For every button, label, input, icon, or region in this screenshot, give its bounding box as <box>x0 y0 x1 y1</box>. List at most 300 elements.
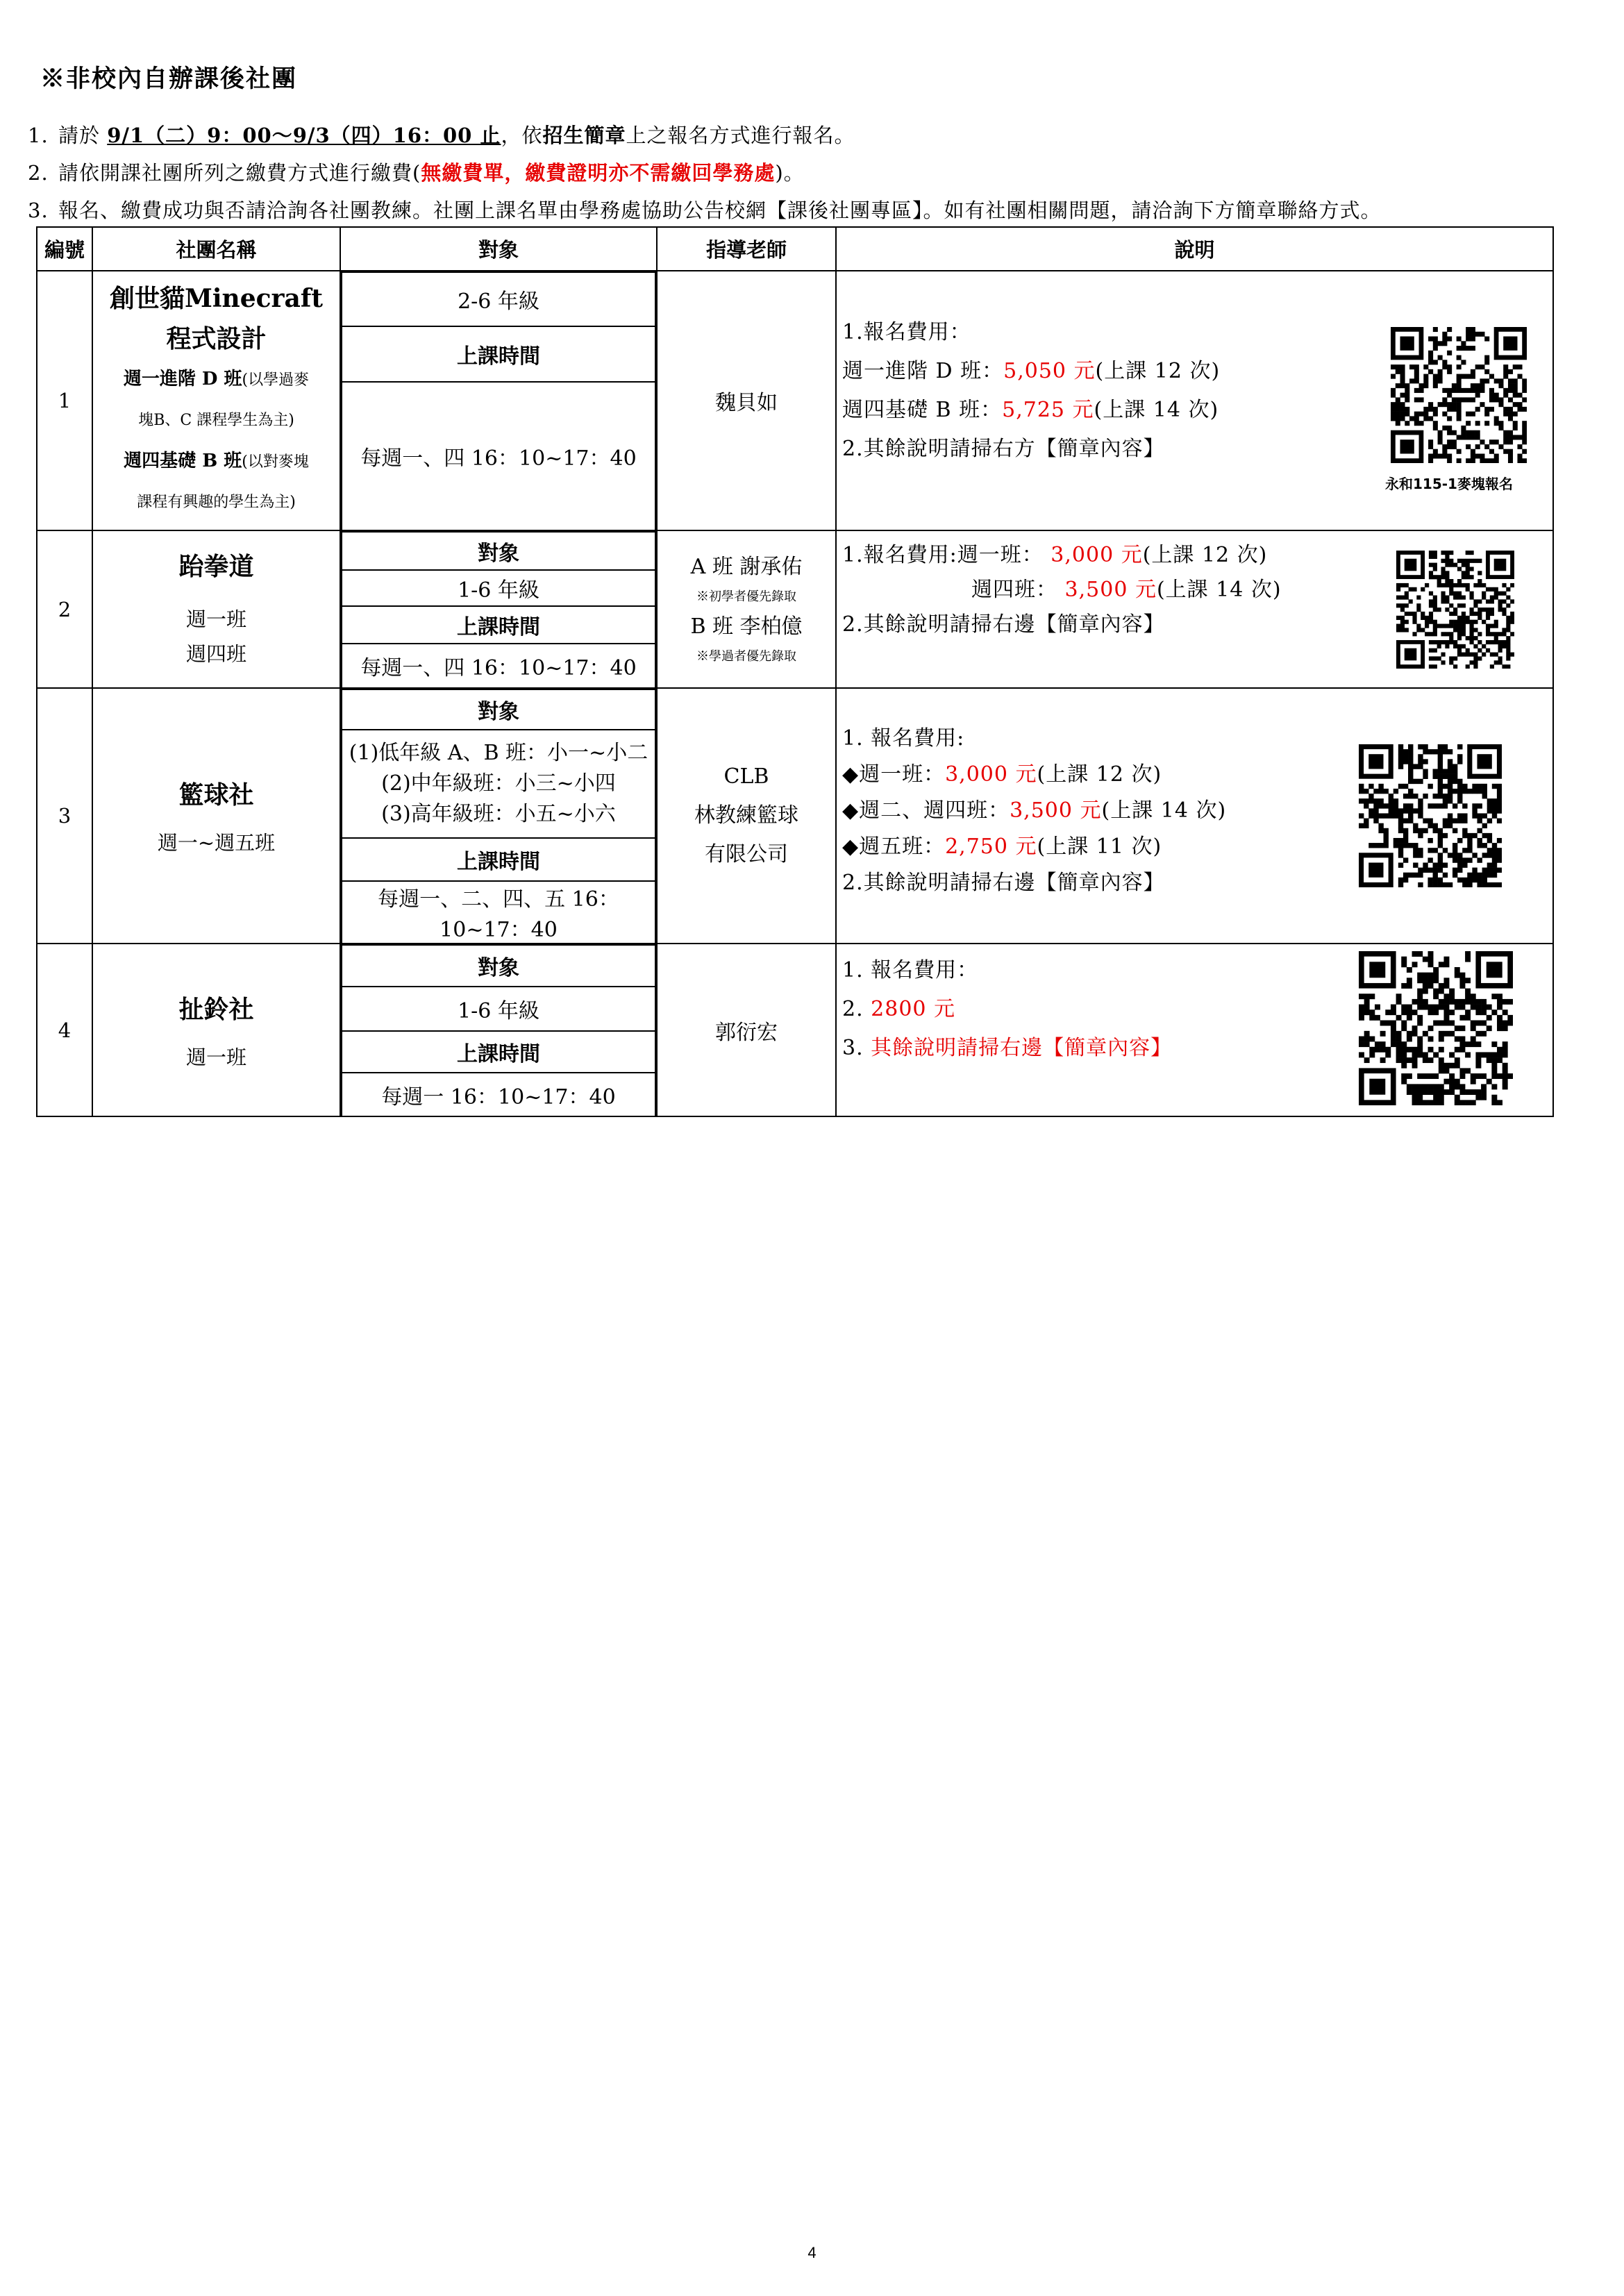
qr-module <box>1490 632 1494 636</box>
qr-module <box>1405 620 1409 624</box>
qr-module <box>1498 402 1503 407</box>
table-row <box>37 271 1553 530</box>
qr-module <box>1433 407 1438 412</box>
qr-module <box>1439 1005 1444 1010</box>
qr-module <box>1497 837 1502 842</box>
qr-module <box>1466 648 1470 653</box>
class-a-label: 週一班 <box>185 607 246 631</box>
qr-module <box>1438 882 1443 887</box>
qr-module <box>1492 853 1497 857</box>
qr-module <box>1471 412 1475 417</box>
description-text: 週一進階 D 班： <box>842 359 1004 383</box>
qr-module <box>1423 1073 1428 1079</box>
qr-module <box>1462 628 1466 632</box>
qr-module <box>1445 640 1449 644</box>
qr-module <box>1466 571 1470 575</box>
qr-module <box>1380 1021 1386 1026</box>
qr-module <box>1398 843 1403 848</box>
qr-module <box>1396 595 1400 599</box>
qr-module <box>1465 1068 1471 1073</box>
qr-module <box>1421 628 1425 632</box>
qr-module <box>1433 1084 1439 1089</box>
qr-module <box>1428 1084 1434 1089</box>
qr-module <box>1419 383 1424 388</box>
qr-module <box>1455 973 1460 978</box>
qr-module <box>1429 551 1433 555</box>
qr-module <box>1447 393 1452 398</box>
qr-module <box>1398 877 1403 882</box>
qr-module <box>1359 1009 1364 1015</box>
qr-module <box>1428 957 1434 962</box>
qr-module <box>1445 644 1449 648</box>
qr-module <box>1441 599 1445 603</box>
qr-module <box>1403 754 1408 759</box>
qr-module <box>1369 994 1375 999</box>
qr-module <box>1398 848 1403 853</box>
qr-module <box>1389 808 1393 813</box>
description-cell <box>836 944 1553 1116</box>
qr-module <box>1439 962 1444 967</box>
description-text: ◆週一班： <box>842 762 946 787</box>
qr-module <box>1423 1100 1428 1105</box>
qr-module <box>1462 624 1466 628</box>
qr-module <box>1429 640 1433 644</box>
qr-module <box>1498 603 1502 607</box>
qr-finder <box>1368 862 1383 877</box>
qr-module <box>1400 374 1405 379</box>
qr-module <box>1373 843 1378 848</box>
qr-module <box>1449 1084 1455 1089</box>
qr-module <box>1407 1057 1412 1063</box>
qr-module <box>1442 332 1447 337</box>
qr-module <box>1503 449 1508 454</box>
qr-module <box>1380 1047 1386 1053</box>
qr-module <box>1459 1047 1465 1053</box>
qr-module <box>1453 803 1457 808</box>
qr-module <box>1396 994 1402 999</box>
qr-module <box>1428 337 1433 342</box>
qr-module <box>1443 1079 1449 1084</box>
qr-module <box>1471 999 1476 1005</box>
qr-module <box>1403 759 1408 764</box>
qr-module <box>1517 364 1522 369</box>
time-value: 每週一、二、四、五 16：10~17：40 <box>342 881 655 943</box>
qr-module <box>1448 759 1453 764</box>
qr-module <box>1433 823 1438 828</box>
qr-module <box>1385 1009 1391 1015</box>
qr-module <box>1437 656 1441 660</box>
qr-module <box>1455 1079 1460 1084</box>
qr-module <box>1503 388 1508 393</box>
qr-module <box>1433 567 1437 571</box>
qr-module <box>1457 416 1462 421</box>
qr-module <box>1480 332 1484 337</box>
table-row <box>37 688 1553 944</box>
qr-module <box>1453 583 1457 587</box>
qr-module <box>1418 798 1423 803</box>
qr-module <box>1471 346 1475 351</box>
qr-module <box>1492 798 1497 803</box>
qr-module <box>1447 369 1452 374</box>
qr-module <box>1439 1063 1444 1069</box>
qr-module <box>1401 1052 1407 1057</box>
qr-module <box>1513 421 1518 426</box>
qr-module <box>1497 857 1502 862</box>
qr-module <box>1447 430 1452 435</box>
qr-module <box>1403 749 1408 754</box>
qr-module <box>1433 595 1437 599</box>
qr-module <box>1433 828 1438 832</box>
qr-module <box>1482 607 1486 612</box>
note-text: 上之報名方式進行報名。 <box>626 124 855 147</box>
qr-module <box>1490 595 1494 599</box>
qr-module <box>1409 587 1413 592</box>
qr-module <box>1439 1100 1444 1105</box>
time-label: 上課時間 <box>342 1031 655 1073</box>
qr-module <box>1443 1089 1449 1095</box>
qr-module <box>1449 1021 1455 1026</box>
qr-module <box>1462 571 1466 575</box>
qr-module <box>1466 412 1471 417</box>
qr-module <box>1398 828 1403 832</box>
qr-module <box>1475 1005 1481 1010</box>
qr-module <box>1508 412 1513 417</box>
qr-module <box>1477 607 1482 612</box>
qr-module <box>1487 837 1492 842</box>
qr-module <box>1433 599 1437 603</box>
qr-module <box>1453 563 1457 567</box>
qr-module <box>1513 426 1518 430</box>
qr-module <box>1502 1084 1508 1089</box>
qr-module <box>1368 798 1373 803</box>
qr-module <box>1403 832 1408 837</box>
qr-module <box>1419 388 1424 393</box>
qr-module <box>1407 1073 1412 1079</box>
qr-module <box>1433 749 1438 754</box>
qr-module <box>1490 612 1494 616</box>
qr-module <box>1486 587 1490 592</box>
qr-module <box>1457 798 1462 803</box>
qr-module <box>1498 660 1502 664</box>
qr-module <box>1466 653 1470 657</box>
qr-module <box>1359 823 1364 828</box>
qr-module <box>1433 341 1438 346</box>
qr-module <box>1439 1089 1444 1095</box>
qr-module <box>1393 843 1398 848</box>
qr-module <box>1369 1047 1375 1053</box>
qr-module <box>1391 364 1396 369</box>
qr-module <box>1368 783 1373 788</box>
qr-module <box>1484 407 1489 412</box>
qr-module <box>1461 374 1466 379</box>
qr-module <box>1389 813 1393 818</box>
qr-module <box>1433 551 1437 555</box>
description-lines <box>842 538 1282 642</box>
description-text: (上課 12 次) <box>1142 543 1268 567</box>
qr-module <box>1412 999 1418 1005</box>
qr-module <box>1393 803 1398 808</box>
qr-finder <box>1368 754 1383 769</box>
qr-module <box>1438 837 1443 842</box>
qr-module <box>1457 402 1462 407</box>
qr-module <box>1413 778 1418 783</box>
qr-module <box>1457 378 1462 383</box>
qr-module <box>1457 616 1462 620</box>
qr-module <box>1487 867 1492 872</box>
qr-module <box>1457 877 1462 882</box>
qr-module <box>1412 1057 1418 1063</box>
qr-module <box>1448 778 1453 783</box>
qr-module <box>1441 595 1445 599</box>
qr-module <box>1384 788 1389 793</box>
qr-module <box>1448 823 1453 828</box>
qr-module <box>1437 575 1441 579</box>
qr-module <box>1396 407 1400 412</box>
qr-module <box>1497 803 1502 808</box>
target-line: (2)中年級班：小三~小四 <box>381 771 616 796</box>
qr-module <box>1473 656 1477 660</box>
description-text: (上課 14 次) <box>1094 398 1219 422</box>
qr-module <box>1457 559 1462 563</box>
description-cell <box>836 530 1553 688</box>
target-value: 1-6 年級 <box>342 987 655 1031</box>
qr-module <box>1433 607 1437 612</box>
qr-module <box>1405 407 1409 412</box>
qr-module <box>1453 656 1457 660</box>
qr-module <box>1477 872 1482 877</box>
qr-module <box>1472 803 1477 808</box>
qr-module <box>1428 369 1433 374</box>
qr-module <box>1477 583 1482 587</box>
qr-module <box>1413 823 1418 828</box>
qr-module <box>1487 1025 1492 1031</box>
teacher-line: 林教練籃球 <box>694 803 798 828</box>
qr-module <box>1508 449 1513 454</box>
qr-module <box>1513 388 1518 393</box>
qr-module <box>1417 1005 1423 1010</box>
qr-module <box>1423 957 1428 962</box>
qr-module <box>1494 595 1498 599</box>
qr-module <box>1412 1047 1418 1053</box>
qr-module <box>1492 882 1497 887</box>
qr-module <box>1373 818 1378 823</box>
club-name: 跆拳道 <box>178 552 254 581</box>
qr-module <box>1398 754 1403 759</box>
qr-module <box>1473 603 1477 607</box>
qr-module <box>1480 378 1484 383</box>
qr-module <box>1452 444 1457 449</box>
qr-module <box>1433 862 1438 867</box>
qr-module <box>1494 636 1498 640</box>
qr-module <box>1470 628 1474 632</box>
note-text: 招生簡章 <box>542 124 626 147</box>
qr-module <box>1449 1063 1455 1069</box>
qr-module <box>1375 1041 1380 1047</box>
qr-module <box>1453 773 1457 778</box>
qr-module <box>1439 1031 1444 1037</box>
qr-module <box>1449 551 1453 555</box>
qr-module <box>1428 1005 1434 1010</box>
qr-module <box>1418 759 1423 764</box>
qr-module <box>1443 769 1448 773</box>
qr-module <box>1497 994 1502 999</box>
qr-module <box>1466 388 1471 393</box>
qr-module <box>1510 616 1514 620</box>
qr-module <box>1448 773 1453 778</box>
qr-module <box>1503 412 1508 417</box>
qr-module <box>1445 599 1449 603</box>
qr-module <box>1428 749 1432 754</box>
qr-module <box>1466 551 1470 555</box>
qr-module <box>1494 587 1498 592</box>
qr-module <box>1433 603 1437 607</box>
qr-module <box>1465 994 1471 999</box>
qr-module <box>1510 632 1514 636</box>
qr-module <box>1457 813 1462 818</box>
qr-module <box>1428 783 1432 788</box>
qr-module <box>1457 857 1462 862</box>
qr-module <box>1449 640 1453 644</box>
qr-module <box>1396 628 1400 632</box>
qr-module <box>1470 632 1474 636</box>
qr-module <box>1438 435 1443 439</box>
club-name-cell <box>92 688 340 944</box>
qr-module <box>1412 616 1416 620</box>
qr-module <box>1359 1041 1364 1047</box>
qr-module <box>1497 1100 1502 1105</box>
qr-module <box>1492 857 1497 862</box>
qr-module <box>1403 794 1408 798</box>
qr-module <box>1492 803 1497 808</box>
qr-module <box>1400 628 1405 632</box>
qr-module <box>1405 595 1409 599</box>
qr-module <box>1482 872 1487 877</box>
qr-module <box>1457 794 1462 798</box>
qr-module <box>1517 393 1522 398</box>
qr-module <box>1442 449 1447 454</box>
qr-module <box>1396 999 1402 1005</box>
qr-module <box>1482 788 1487 793</box>
description-line <box>842 865 1226 901</box>
qr-module <box>1401 1009 1407 1015</box>
class-a-note2: 塊B、C 課程學生為主) <box>138 412 294 429</box>
qr-module <box>1513 412 1518 417</box>
qr-module <box>1510 620 1514 624</box>
description-text: ◆週二、週四班： <box>842 798 1010 823</box>
qr-module <box>1462 612 1466 616</box>
qr-module <box>1508 378 1513 383</box>
qr-module <box>1433 563 1437 567</box>
qr-module <box>1418 764 1423 769</box>
qr-module <box>1506 644 1510 648</box>
description-text: 其餘說明請掃右邊【簡章內容】 <box>871 1036 1173 1060</box>
qr-module <box>1441 559 1445 563</box>
qr-module <box>1462 583 1466 587</box>
qr-module <box>1487 803 1492 808</box>
qr-module <box>1384 832 1389 837</box>
qr-module <box>1428 439 1433 444</box>
qr-module <box>1378 788 1383 793</box>
qr-module <box>1507 1021 1513 1026</box>
qr-module <box>1443 1005 1449 1010</box>
qr-module <box>1442 444 1447 449</box>
qr-module <box>1497 1052 1502 1057</box>
qr-module <box>1405 393 1409 398</box>
qr-module <box>1423 989 1428 994</box>
qr-module <box>1494 421 1499 426</box>
qr-module <box>1491 1100 1497 1105</box>
qr-module <box>1417 1047 1423 1053</box>
qr-module <box>1457 783 1462 788</box>
qr-module <box>1472 872 1477 877</box>
qr-module <box>1429 555 1433 559</box>
qr-module <box>1396 416 1400 421</box>
qr-module <box>1408 744 1413 749</box>
qr-module <box>1491 1084 1497 1089</box>
row-number: 2 <box>37 530 92 688</box>
qr-module <box>1490 624 1494 628</box>
qr-module <box>1449 1073 1455 1079</box>
qr-module <box>1472 867 1477 872</box>
qr-module <box>1423 818 1428 823</box>
description-text: 週四基礎 B 班： <box>842 398 1003 422</box>
qr-module <box>1443 1068 1449 1073</box>
qr-module <box>1486 648 1490 653</box>
qr-module <box>1453 867 1457 872</box>
qr-module <box>1438 862 1443 867</box>
qr-module <box>1413 848 1418 853</box>
qr-module <box>1407 1089 1412 1095</box>
qr-module <box>1391 1036 1396 1041</box>
qr-module <box>1457 595 1462 599</box>
qr-module <box>1433 867 1438 872</box>
qr-module <box>1438 832 1443 837</box>
qr-module <box>1400 402 1405 407</box>
qr-module <box>1498 397 1503 402</box>
qr-module <box>1465 1041 1471 1047</box>
qr-module <box>1457 624 1462 628</box>
qr-module <box>1445 595 1449 599</box>
qr-module <box>1481 1021 1487 1026</box>
qr-module <box>1457 579 1462 583</box>
qr-module <box>1443 994 1449 999</box>
qr-module <box>1498 421 1503 426</box>
qr-module <box>1453 592 1457 596</box>
qr-module <box>1378 798 1383 803</box>
qr-module <box>1459 1073 1465 1079</box>
qr-module <box>1413 853 1418 857</box>
qr-module <box>1398 862 1403 867</box>
qr-module <box>1442 402 1447 407</box>
qr-module <box>1494 378 1499 383</box>
note-text: 報名、繳費成功與否請洽詢各社團教練。社團上課名單由學務處協助公告校網【課後社團專區】。如有社團相關問題，請洽詢下方簡章聯絡方式。 <box>58 199 1382 222</box>
qr-module <box>1412 632 1416 636</box>
qr-module <box>1391 416 1396 421</box>
qr-module <box>1506 620 1510 624</box>
qr-module <box>1453 595 1457 599</box>
note-text: 請於 <box>58 124 108 147</box>
qr-module <box>1412 1031 1418 1037</box>
qr-module <box>1407 967 1412 973</box>
qr-module <box>1423 1052 1428 1057</box>
qr-module <box>1473 653 1477 657</box>
qr-module <box>1396 1041 1402 1047</box>
qr-module <box>1396 616 1400 620</box>
qr-module <box>1477 788 1482 793</box>
qr-module <box>1480 364 1484 369</box>
qr-module <box>1408 813 1413 818</box>
qr-module <box>1475 453 1480 458</box>
